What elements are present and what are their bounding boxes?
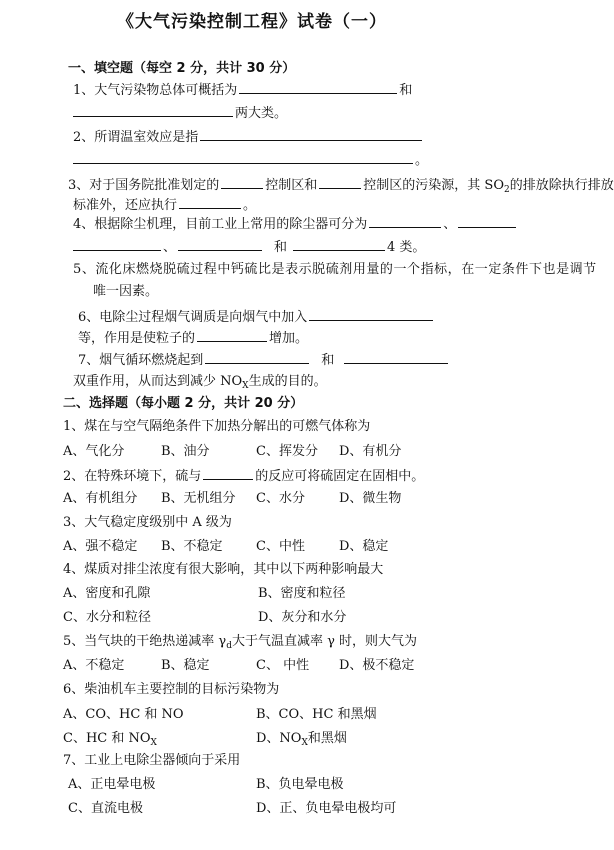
q2-line1 (73, 127, 424, 146)
q4-sep2: 、 (163, 240, 177, 255)
section1-heading: 一、填空题（每空 2 分，共计 30 分） (68, 61, 296, 76)
q3-pre: 3、对于国务院批准划定的 (68, 178, 220, 193)
q3-line2a: 标准外，还应执行 (73, 198, 178, 213)
mc6-option-b[interactable]: B、CO、HC 和黑烟 (256, 707, 377, 722)
q2-text: 2、所谓温室效应是指 (73, 130, 199, 145)
q7-blank2[interactable] (344, 350, 448, 364)
section2-heading: 二、选择题（每小题 2 分，共计 20 分） (63, 396, 304, 411)
q6-blank2[interactable] (197, 328, 267, 342)
q4-blank3[interactable] (73, 237, 161, 251)
q4-and: 和 (274, 240, 288, 255)
q2-blank2[interactable] (73, 150, 413, 164)
q6-line2b: 增加。 (269, 331, 309, 346)
mc4-stem: 4、煤质对排尘浓度有很大影响，其中以下两种影响最大 (63, 562, 384, 577)
mc6-option-c[interactable] (63, 730, 157, 752)
q6-pre: 6、电除尘过程烟气调质是向烟气中加入 (78, 310, 308, 325)
mc1-option-a[interactable]: A、气化分 (63, 444, 125, 459)
q6-line2 (78, 328, 308, 347)
mc2-option-a[interactable]: A、有机组分 (63, 491, 138, 506)
q1-text: 1、大气污染物总体可概括为 (73, 83, 238, 98)
mc2-post: 的反应可将硫固定在固相中。 (255, 469, 425, 484)
mc7-stem: 7、工业上电除尘器倾向于采用 (63, 753, 241, 768)
q3-sub: 2 (504, 185, 510, 195)
mc7-option-c[interactable]: C、直流电极 (68, 801, 143, 816)
mc7-option-a[interactable]: A、正电晕电极 (68, 777, 156, 792)
q2-end: 。 (415, 153, 429, 168)
q4-blank4[interactable] (178, 237, 262, 251)
q1-blank1[interactable] (239, 80, 397, 94)
q7-line2a: 双重作用，从而达到减少 NO (73, 374, 243, 389)
q3-b: 控制区的污染源，其 SO (363, 178, 504, 193)
mc7-option-b[interactable]: B、负电晕电极 (256, 777, 344, 792)
mc5-stem-a: 5、当气块的干绝热递减率 γ (63, 634, 227, 649)
q3-line2b: 。 (243, 198, 257, 213)
q4-line1 (73, 214, 518, 233)
q7-line1 (78, 350, 450, 369)
q6-line2a: 等，作用是使粒子的 (78, 331, 196, 346)
mc1-option-c[interactable]: C、挥发分 (256, 444, 318, 459)
q3-a: 控制区和 (265, 178, 318, 193)
mc3-option-c[interactable]: C、中性 (256, 539, 305, 554)
mc2-stem (63, 466, 424, 485)
q6-blank1[interactable] (309, 307, 433, 321)
page-title: 《大气污染控制工程》试卷（一） (117, 12, 387, 32)
mc4-option-c[interactable]: C、水分和粒径 (63, 610, 151, 625)
mc4-option-d[interactable]: D、灰分和水分 (258, 610, 347, 625)
mc5-option-c[interactable]: C、 中性 (256, 658, 310, 673)
q5-line1: 5、流化床燃烧脱硫过程中钙硫比是表示脱硫剂用量的一个指标，在一定条件下也是调节 (73, 262, 597, 277)
q4-end: 4 类。 (387, 240, 426, 255)
q4-line2 (73, 237, 425, 256)
mc6-option-c-sub: X (150, 738, 157, 748)
q3-blank3[interactable] (179, 195, 241, 209)
q1-and: 和 (399, 83, 413, 98)
mc5-stem-b: 大于气温直减率 γ 时，则大气为 (231, 634, 417, 649)
q7-line2b: 生成的目的。 (248, 374, 327, 389)
mc5-option-b[interactable]: B、稳定 (161, 658, 210, 673)
q1-end: 两大类。 (235, 106, 288, 121)
mc3-option-d[interactable]: D、稳定 (339, 539, 389, 554)
mc4-option-b[interactable]: B、密度和粒径 (258, 586, 346, 601)
mc6-option-d-tail: 和黑烟 (307, 731, 347, 746)
q5-line2: 唯一因素。 (93, 284, 159, 299)
mc1-option-b[interactable]: B、油分 (161, 444, 210, 459)
q6-line1 (78, 307, 435, 326)
mc5-option-d[interactable]: D、极不稳定 (339, 658, 415, 673)
mc2-blank[interactable] (203, 466, 253, 480)
mc2-option-b[interactable]: B、无机组分 (161, 491, 236, 506)
mc3-option-a[interactable]: A、强不稳定 (63, 539, 138, 554)
q4-sep1: 、 (443, 217, 457, 232)
q3-c: 的排放除执行排放 (509, 178, 614, 193)
mc4-option-a[interactable]: A、密度和孔隙 (63, 586, 151, 601)
q3-blank2[interactable] (319, 175, 361, 189)
mc3-option-b[interactable]: B、不稳定 (161, 539, 223, 554)
mc5-option-a[interactable]: A、不稳定 (63, 658, 125, 673)
mc7-option-d[interactable]: D、正、负电晕电极均可 (256, 801, 397, 816)
mc6-option-d-text: D、NO (256, 731, 302, 746)
mc6-option-d[interactable] (256, 730, 347, 752)
q4-blank2[interactable] (458, 214, 516, 228)
q2-line2 (73, 150, 428, 169)
mc5-stem (63, 633, 417, 655)
mc5-sub: d (226, 641, 232, 651)
q4-blank1[interactable] (369, 214, 441, 228)
mc2-option-d[interactable]: D、微生物 (339, 491, 402, 506)
mc6-option-d-sub: X (301, 738, 308, 748)
q7-sub: X (242, 381, 249, 391)
mc6-option-a[interactable]: A、CO、HC 和 NO (63, 707, 184, 722)
q4-blank5[interactable] (293, 237, 385, 251)
q1-line1 (73, 80, 412, 99)
mc3-stem: 3、大气稳定度级别中 A 级为 (63, 515, 232, 530)
mc1-stem: 1、煤在与空气隔绝条件下加热分解出的可燃气体称为 (63, 419, 371, 434)
mc6-option-c-text: C、HC 和 NO (63, 731, 151, 746)
mc2-pre: 2、在特殊环境下，硫与 (63, 469, 202, 484)
q4-pre: 4、根据除尘机理，目前工业上常用的除尘器可分为 (73, 217, 368, 232)
mc6-stem: 6、柴油机车主要控制的目标污染物为 (63, 682, 280, 697)
q3-line2 (73, 195, 256, 214)
mc1-option-d[interactable]: D、有机分 (339, 444, 402, 459)
q7-blank1[interactable] (205, 350, 309, 364)
q7-pre: 7、烟气循环燃烧起到 (78, 353, 204, 368)
q1-blank2[interactable] (73, 103, 233, 117)
q7-line2 (73, 373, 327, 395)
q1-line2 (73, 103, 287, 122)
q3-blank1[interactable] (221, 175, 263, 189)
mc2-option-c[interactable]: C、水分 (256, 491, 305, 506)
q7-and: 和 (321, 353, 335, 368)
q2-blank1[interactable] (200, 127, 422, 141)
